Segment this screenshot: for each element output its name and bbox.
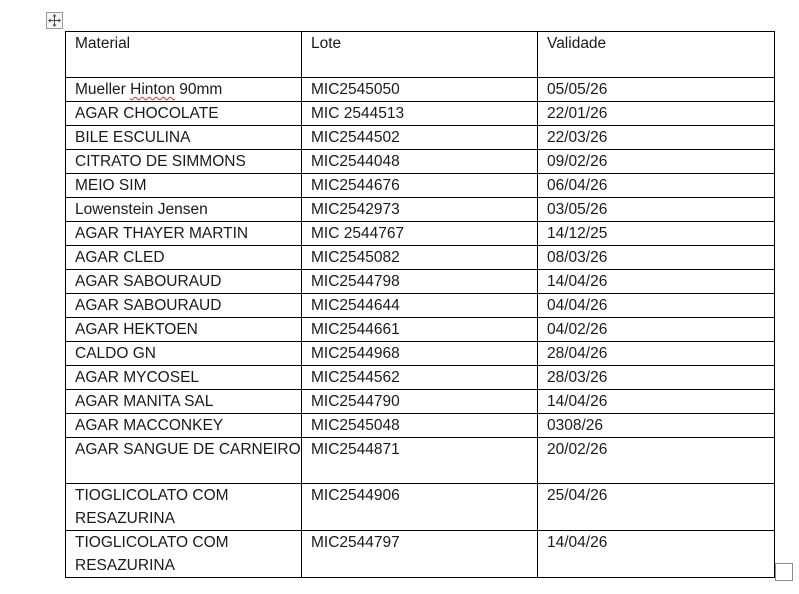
materials-table bbox=[65, 31, 775, 578]
cell-validade[interactable]: 04/04/26 bbox=[538, 294, 775, 318]
table-row bbox=[66, 78, 775, 102]
cell-validade[interactable]: 03/05/26 bbox=[538, 198, 775, 222]
table-row bbox=[66, 246, 775, 270]
cell-validade[interactable]: 08/03/26 bbox=[538, 246, 775, 270]
cell-lote[interactable]: MIC2544562 bbox=[302, 366, 538, 390]
header-material[interactable]: Material bbox=[66, 32, 302, 78]
cell-validade[interactable]: 25/04/26 bbox=[538, 484, 775, 531]
cell-validade[interactable]: 06/04/26 bbox=[538, 174, 775, 198]
cell-material[interactable]: AGAR MACCONKEY bbox=[66, 414, 302, 438]
cell-material[interactable]: AGAR MYCOSEL bbox=[66, 366, 302, 390]
cell-lote[interactable]: MIC2544644 bbox=[302, 294, 538, 318]
cell-lote[interactable]: MIC2544676 bbox=[302, 174, 538, 198]
cell-lote[interactable]: MIC2542973 bbox=[302, 198, 538, 222]
cell-lote[interactable]: MIC2544797 bbox=[302, 531, 538, 578]
cell-lote[interactable]: MIC2545050 bbox=[302, 78, 538, 102]
cell-validade[interactable]: 14/04/26 bbox=[538, 531, 775, 578]
table-row bbox=[66, 390, 775, 414]
header-validade[interactable]: Validade bbox=[538, 32, 775, 78]
material-text: 90mm bbox=[174, 81, 223, 98]
material-text: Mueller bbox=[75, 81, 131, 98]
cell-validade[interactable]: 14/04/26 bbox=[538, 270, 775, 294]
cell-lote[interactable]: MIC2544906 bbox=[302, 484, 538, 531]
cell-lote[interactable]: MIC2544798 bbox=[302, 270, 538, 294]
table-resize-handle-icon[interactable] bbox=[775, 563, 793, 581]
header-lote[interactable]: Lote bbox=[302, 32, 538, 78]
table-row bbox=[66, 174, 775, 198]
cell-lote[interactable]: MIC2544661 bbox=[302, 318, 538, 342]
cell-material[interactable]: AGAR CHOCOLATE bbox=[66, 102, 302, 126]
table-row bbox=[66, 484, 775, 531]
table-header-row bbox=[66, 32, 775, 78]
cell-material[interactable]: AGAR HEKTOEN bbox=[66, 318, 302, 342]
table-row bbox=[66, 438, 775, 484]
cell-lote[interactable]: MIC2544871 bbox=[302, 438, 538, 484]
cell-validade[interactable]: 0308/26 bbox=[538, 414, 775, 438]
table-row bbox=[66, 222, 775, 246]
cell-material[interactable]: AGAR SABOURAUD bbox=[66, 270, 302, 294]
cell-material[interactable]: AGAR SABOURAUD bbox=[66, 294, 302, 318]
cell-validade[interactable]: 09/02/26 bbox=[538, 150, 775, 174]
cell-lote[interactable]: MIC2544968 bbox=[302, 342, 538, 366]
cell-material[interactable]: BILE ESCULINA bbox=[66, 126, 302, 150]
cell-material[interactable]: AGAR MANITA SAL bbox=[66, 390, 302, 414]
cell-validade[interactable]: 22/01/26 bbox=[538, 102, 775, 126]
cell-material[interactable]: CITRATO DE SIMMONS bbox=[66, 150, 302, 174]
cell-material[interactable]: AGAR THAYER MARTIN bbox=[66, 222, 302, 246]
table-row bbox=[66, 150, 775, 174]
table-row bbox=[66, 531, 775, 578]
cell-lote[interactable]: MIC 2544767 bbox=[302, 222, 538, 246]
cell-lote[interactable]: MIC 2544513 bbox=[302, 102, 538, 126]
table-row bbox=[66, 342, 775, 366]
cell-material[interactable]: Lowenstein Jensen bbox=[66, 198, 302, 222]
cell-validade[interactable]: 20/02/26 bbox=[538, 438, 775, 484]
cell-material[interactable]: TIOGLICOLATO COM RESAZURINA bbox=[66, 531, 302, 578]
cell-material[interactable]: TIOGLICOLATO COM RESAZURINA bbox=[66, 484, 302, 531]
cell-validade[interactable]: 14/12/25 bbox=[538, 222, 775, 246]
cell-material[interactable]: AGAR CLED bbox=[66, 246, 302, 270]
cell-material[interactable]: AGAR SANGUE DE CARNEIRO bbox=[66, 438, 302, 484]
table-row bbox=[66, 318, 775, 342]
table-row bbox=[66, 102, 775, 126]
spellcheck-flagged-word: Hinton bbox=[130, 81, 175, 98]
table-row bbox=[66, 366, 775, 390]
cell-lote[interactable]: MIC2545082 bbox=[302, 246, 538, 270]
table-row bbox=[66, 294, 775, 318]
cell-validade[interactable]: 28/04/26 bbox=[538, 342, 775, 366]
cell-validade[interactable]: 04/02/26 bbox=[538, 318, 775, 342]
cell-lote[interactable]: MIC2544048 bbox=[302, 150, 538, 174]
table-row bbox=[66, 270, 775, 294]
table-move-handle-icon[interactable] bbox=[46, 12, 63, 29]
table-row bbox=[66, 198, 775, 222]
table-row bbox=[66, 126, 775, 150]
cell-lote[interactable]: MIC2544790 bbox=[302, 390, 538, 414]
cell-material[interactable]: MEIO SIM bbox=[66, 174, 302, 198]
cell-validade[interactable]: 05/05/26 bbox=[538, 78, 775, 102]
four-arrows-move-icon bbox=[48, 14, 61, 27]
cell-lote[interactable]: MIC2544502 bbox=[302, 126, 538, 150]
cell-validade[interactable]: 14/04/26 bbox=[538, 390, 775, 414]
cell-lote[interactable]: MIC2545048 bbox=[302, 414, 538, 438]
cell-validade[interactable]: 28/03/26 bbox=[538, 366, 775, 390]
cell-validade[interactable]: 22/03/26 bbox=[538, 126, 775, 150]
cell-material[interactable] bbox=[66, 78, 302, 102]
table-row bbox=[66, 414, 775, 438]
cell-material[interactable]: CALDO GN bbox=[66, 342, 302, 366]
